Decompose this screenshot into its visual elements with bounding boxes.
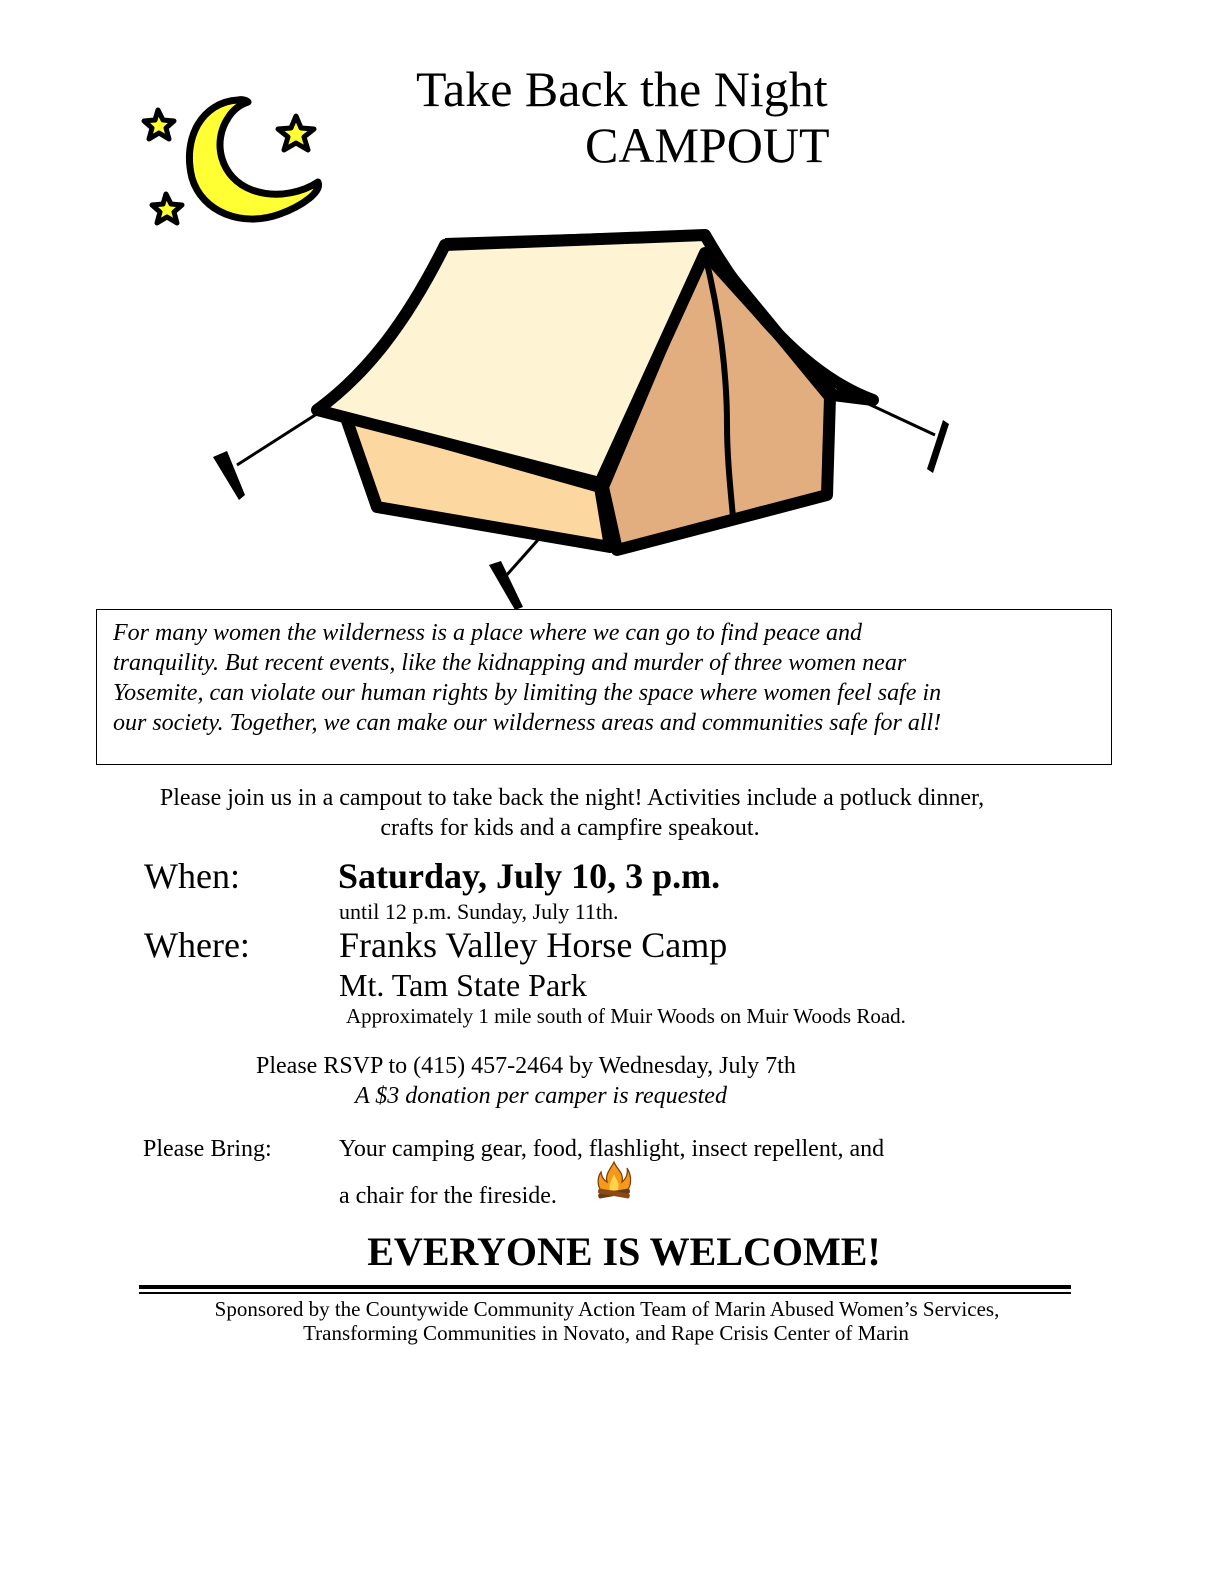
divider-thick [139, 1285, 1071, 1289]
when-value: Saturday, July 10, 3 p.m. [338, 856, 721, 896]
campfire-icon [594, 1160, 634, 1202]
intro-line: For many women the wilderness is a place where we can go to find peace and [113, 620, 862, 646]
intro-line: tranquility. But recent events, like the kidnapping and murder of three women near [113, 650, 907, 676]
title-line-2: CAMPOUT [585, 117, 830, 173]
moon-and-stars-icon [130, 90, 340, 240]
intro-line: Yosemite, can violate our human rights by limiting the space where women feel safe in [113, 680, 942, 706]
where-park: Mt. Tam State Park [339, 967, 587, 1003]
invitation-line-1: Please join us in a campout to take back the night! Activities include a potluck dinner, [159, 785, 985, 811]
title-line-1: Take Back the Night [416, 61, 828, 117]
intro-box [96, 609, 1112, 765]
bring-line-2: a chair for the fireside. [339, 1183, 557, 1209]
sponsor-line-2: Transforming Communities in Novato, and Rape Crisis Center of Marin [303, 1321, 909, 1345]
where-value: Franks Valley Horse Camp [339, 925, 728, 965]
donation-text: A $3 donation per camper is requested [355, 1083, 727, 1109]
invitation-line-2: crafts for kids and a campfire speakout. [380, 815, 760, 841]
where-directions: Approximately 1 mile south of Muir Woods on Muir Woods Road. [346, 1004, 906, 1028]
when-label: When: [144, 856, 240, 896]
tent-icon [205, 225, 965, 620]
intro-line: our society. Together, we can make our wilderness areas and communities safe for all! [113, 710, 942, 736]
rsvp-text: Please RSVP to (415) 457-2464 by Wednesday, July 7th [256, 1053, 796, 1079]
divider-thin [139, 1292, 1071, 1294]
bring-label: Please Bring: [143, 1136, 272, 1162]
sponsor-line-1: Sponsored by the Countywide Community Action Team of Marin Abused Women’s Services, [214, 1297, 1000, 1321]
bring-line-1: Your camping gear, food, flashlight, insect repellent, and [339, 1136, 885, 1162]
intro-paragraph [113, 618, 1103, 738]
when-until: until 12 p.m. Sunday, July 11th. [339, 899, 619, 924]
where-label: Where: [144, 925, 250, 965]
welcome-banner: EVERYONE IS WELCOME! [367, 1229, 881, 1274]
